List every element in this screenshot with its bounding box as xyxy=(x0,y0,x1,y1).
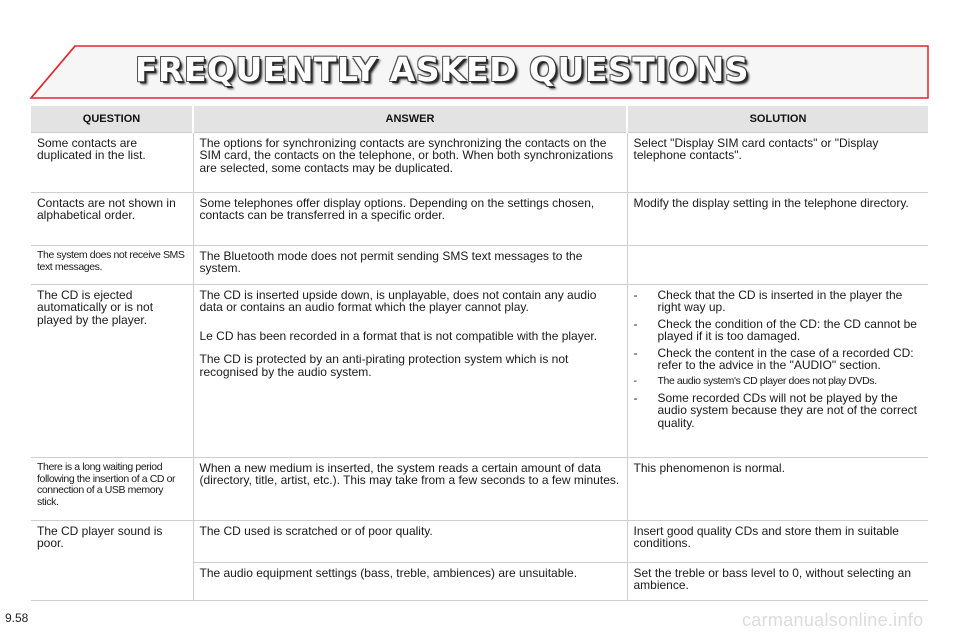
list-item: - The audio system's CD player does not play DVDs. xyxy=(633,375,877,388)
solution-cell: Set the treble or bass level to 0, without selecting an ambience. xyxy=(627,563,928,601)
solution-list xyxy=(634,289,923,429)
table-row xyxy=(31,133,928,193)
answer-cell: The Bluetooth mode does not permit sending SMS text messages to the system. xyxy=(193,246,627,285)
answer-cell: Some telephones offer display options. Depending on the settings chosen, contacts can be transferred in a specific order. xyxy=(193,193,627,246)
column-header-solution: SOLUTION xyxy=(627,106,928,133)
table-row xyxy=(31,193,928,246)
column-header-answer: ANSWER xyxy=(193,106,627,133)
table-row xyxy=(31,458,928,521)
question-cell: Contacts are not shown in alphabetical order. xyxy=(31,193,193,246)
question-cell: Some contacts are duplicated in the list. xyxy=(31,133,193,193)
page-title: FREQUENTLY ASKED QUESTIONS xyxy=(135,50,749,89)
solution-cell: This phenomenon is normal. xyxy=(627,458,928,521)
table-row xyxy=(31,246,928,285)
solution-cell: Select "Display SIM card contacts" or "Display telephone contacts". xyxy=(627,133,928,193)
solution-cell: Insert good quality CDs and store them in suitable conditions. xyxy=(627,521,928,563)
watermark: carmanualsonline.info xyxy=(742,610,924,630)
question-cell: The system does not receive SMS text messages. xyxy=(31,246,193,285)
table-row xyxy=(31,285,928,458)
page-number: 9.58 xyxy=(5,611,29,625)
question-cell: The CD player sound is poor. xyxy=(31,521,193,601)
answer-cell: The audio equipment settings (bass, treble, ambiences) are unsuitable. xyxy=(193,563,627,601)
answer-paragraph: Le CD has been recorded in a format that is not compatible with the player. xyxy=(199,328,598,343)
list-item: - Some recorded CDs will not be played by the audio system because they are not of the correct quality. xyxy=(633,390,917,430)
question-cell: There is a long waiting period following the insertion of a CD or connection of a USB memory stick. xyxy=(31,458,193,521)
question-cell: The CD is ejected automatically or is not played by the player. xyxy=(31,285,193,458)
answer-cell: The options for synchronizing contacts are synchronizing the contacts on the SIM card, the contacts on the telephone, or both. When both synchronizations are selected, some contacts may be duplicated. xyxy=(193,133,627,193)
column-header-question: QUESTION xyxy=(31,106,193,133)
answer-cell: When a new medium is inserted, the system reads a certain amount of data (directory, title, artist, etc.). This may take from a few seconds to a few minutes. xyxy=(193,458,627,521)
solution-cell xyxy=(627,285,928,458)
list-item: - Check the content in the case of a recorded CD: refer to the advice in the "AUDIO" section. xyxy=(633,345,914,373)
answer-cell xyxy=(193,285,627,458)
answer-cell: The CD used is scratched or of poor quality. xyxy=(193,521,627,563)
answer-paragraph: The CD is protected by an anti-pirating protection system which is not recognised by the audio system. xyxy=(199,352,569,379)
table-header-row xyxy=(31,106,928,133)
table-row xyxy=(31,521,928,563)
solution-cell: Modify the display setting in the telephone directory. xyxy=(627,193,928,246)
list-item: - Check that the CD is inserted in the player the right way up. xyxy=(633,288,903,315)
list-item: - Check the condition of the CD: the CD cannot be played if it is too damaged. xyxy=(633,316,917,344)
answer-paragraph: The CD is inserted upside down, is unplayable, does not contain any audio data or contains an audio format which the player cannot play. xyxy=(199,288,597,315)
faq-table xyxy=(31,106,928,601)
solution-cell xyxy=(627,246,928,285)
